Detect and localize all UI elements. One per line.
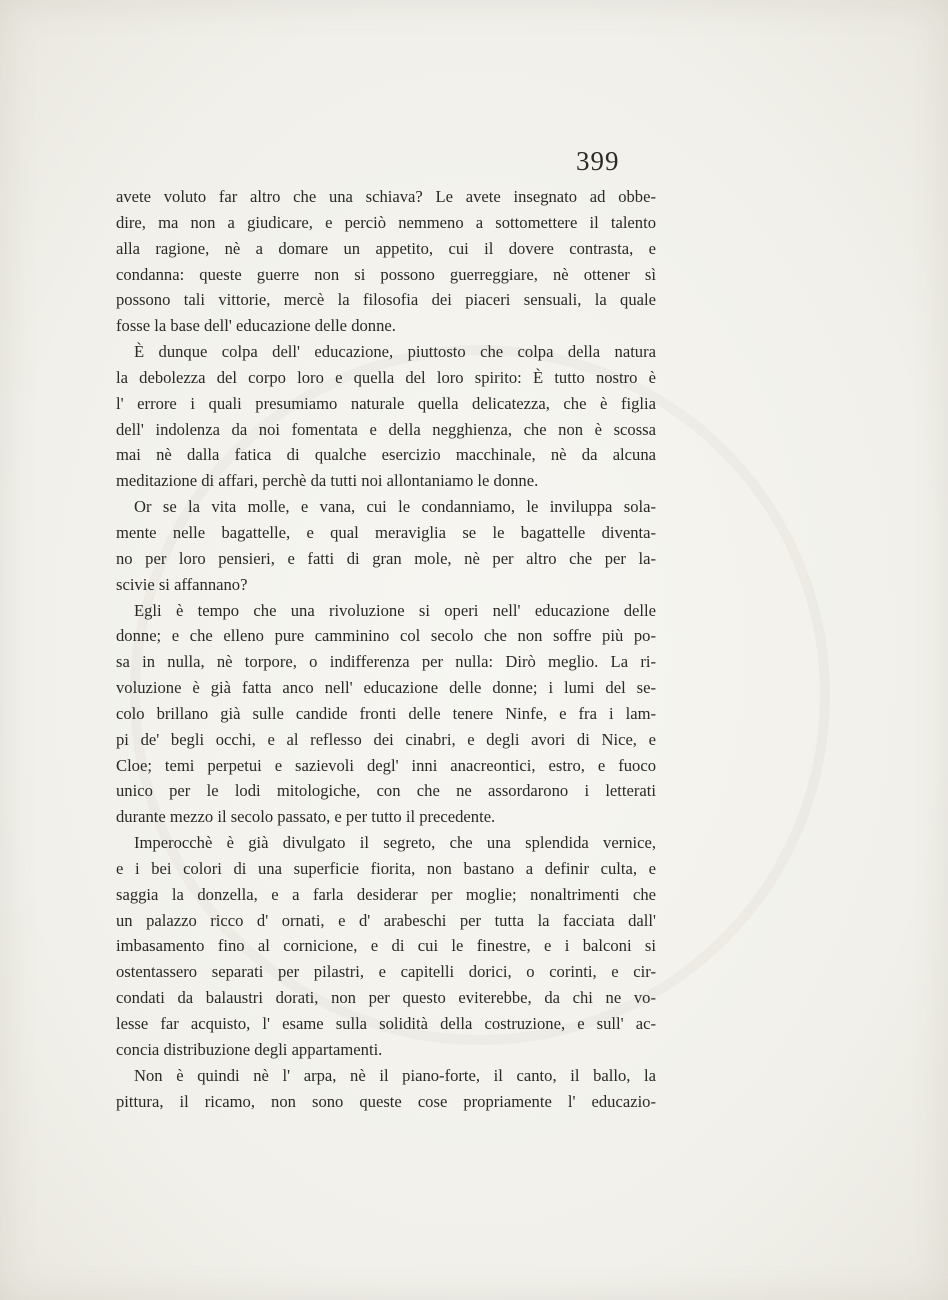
text-line: dire, ma non a giudicare, e perciò nemmeno a sottomettere il talento — [116, 212, 656, 232]
text-line: un palazzo ricco d' ornati, e d' arabeschi per tutta la facciata dall' — [116, 910, 656, 930]
text-line: mai nè dalla fatica di qualche esercizio macchinale, nè da alcuna — [116, 445, 656, 465]
paragraph — [116, 339, 656, 494]
text-line: condanna: queste guerre non si possono guerreggiare, nè ottener sì — [116, 264, 656, 284]
text-line: e i bei colori di una superficie fiorita, non bastano a definir culta, e — [116, 858, 656, 878]
text-line: pi de' begli occhi, e al reflesso dei cinabri, e degli avori di Nice, e — [116, 729, 656, 749]
text-line: no per loro pensieri, e fatti di gran mole, nè per altro che per la- — [116, 548, 656, 568]
text-line: possono tali vittorie, mercè la filosofia dei piaceri sensuali, la quale — [116, 290, 656, 310]
text-line: scivie si affannano? — [116, 574, 248, 594]
text-line: mente nelle bagattelle, e qual meraviglia se le bagattelle diventa- — [116, 522, 656, 542]
text-line: dell' indolenza da noi fomentata e della negghienza, che non è scossa — [116, 419, 656, 439]
text-line: Imperocchè è già divulgato il segreto, che una splendida vernice, — [134, 833, 656, 853]
text-line: Or se la vita molle, e vana, cui le condanniamo, le inviluppa sola- — [134, 497, 656, 517]
text-line: Non è quindi nè l' arpa, nè il piano-forte, il canto, il ballo, la — [134, 1065, 656, 1085]
text-line: la debolezza del corpo loro e quella del loro spirito: È tutto nostro è — [116, 367, 656, 387]
text-line: saggia la donzella, e a farla desiderar per moglie; nonaltrimenti che — [116, 884, 656, 904]
text-line: colo brillano già sulle candide fronti delle tenere Ninfe, e fra i lam- — [116, 703, 656, 723]
text-line: ostentassero separati per pilastri, e capitelli dorici, o corinti, e cir- — [116, 962, 656, 982]
text-line: imbasamento fino al cornicione, e di cui le finestre, e i balconi si — [116, 936, 656, 956]
text-line: pittura, il ricamo, non sono queste cose propriamente l' educazio- — [116, 1091, 656, 1111]
text-line: meditazione di affari, perchè da tutti noi allontaniamo le donne. — [116, 471, 539, 491]
text-line: concia distribuzione degli appartamenti. — [116, 1039, 383, 1059]
page-number: 399 — [576, 146, 620, 176]
text-line: durante mezzo il secolo passato, e per tutto il precedente. — [116, 807, 496, 827]
text-line: l' errore i quali presumiamo naturale quella delicatezza, che è figlia — [116, 393, 656, 413]
text-line: Cloe; temi perpetui e sazievoli degl' inni anacreontici, estro, e fuoco — [116, 755, 656, 775]
text-line: condati da balaustri dorati, non per questo eviterebbe, da chi ne vo- — [116, 988, 656, 1008]
paragraph — [116, 1063, 656, 1115]
body-text — [116, 184, 656, 1114]
text-line: È dunque colpa dell' educazione, piuttosto che colpa della natura — [134, 342, 656, 362]
text-line: voluzione è già fatta anco nell' educazione delle donne; i lumi del se- — [116, 678, 656, 698]
text-line: donne; e che elleno pure camminino col secolo che non soffre più po- — [116, 626, 656, 646]
text-line: avete voluto far altro che una schiava? Le avete insegnato ad obbe- — [116, 187, 656, 206]
text-line: unico per le lodi mitologiche, con che ne assordarono i letterati — [116, 781, 656, 801]
text-line: fosse la base dell' educazione delle donne. — [116, 316, 396, 336]
paragraph — [116, 184, 656, 339]
text-line: sa in nulla, nè torpore, o indifferenza per nulla: Dirò meglio. La ri- — [116, 652, 656, 672]
text-line: Egli è tempo che una rivoluzione si operi nell' educazione delle — [134, 600, 656, 620]
paragraph — [116, 494, 656, 597]
text-line: alla ragione, nè a domare un appetito, cui il dovere contrasta, e — [116, 238, 656, 258]
paragraph — [116, 598, 656, 831]
paragraph — [116, 830, 656, 1063]
text-line: lesse far acquisto, l' esame sulla solidità della costruzione, e sull' ac- — [116, 1014, 656, 1033]
